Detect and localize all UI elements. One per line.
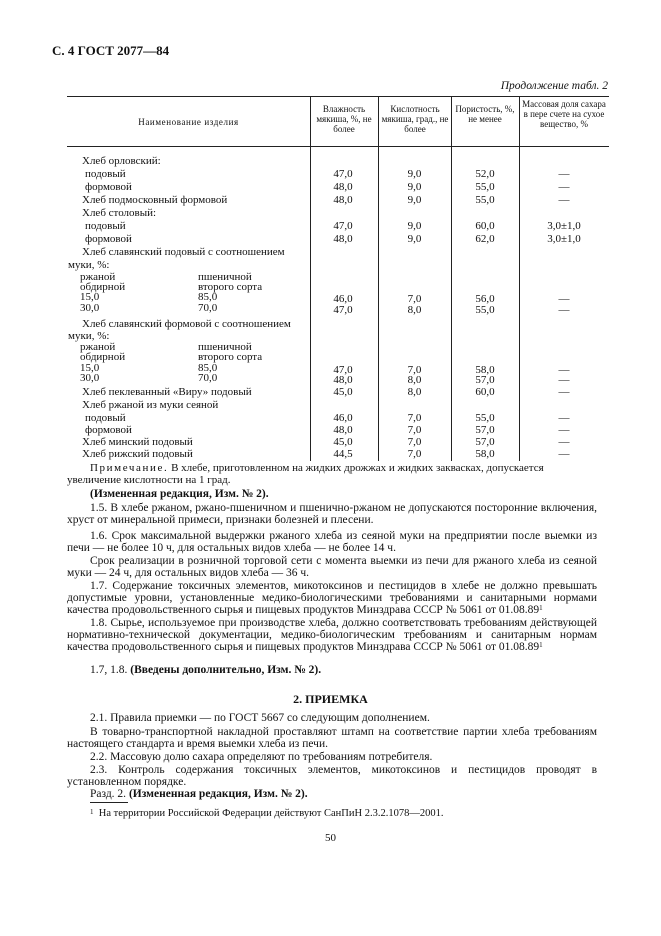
cell-value: 7,0 [407, 424, 422, 436]
cell-value: 3,0±1,0 [547, 220, 581, 232]
paragraph-1-7: 1.7. Содержание токсичных элементов, микотоксинов и пестицидов в хлебе не должно превышать допустимые уровни, установленные медико-биологическими требованиями и санитарными нормами качества продовольственного сырья и пищевых продуктов Минздрава СССР № 5061 от 01.08.89$^1$ [67, 580, 597, 617]
cell-value: — [558, 386, 570, 398]
cell-value: 62,0 [475, 233, 495, 245]
cell-value: — [558, 448, 570, 460]
cell-value: 9,0 [407, 168, 422, 180]
cell-value: 7,0 [407, 412, 422, 424]
table-row [67, 399, 609, 412]
row-name: подовый [85, 168, 126, 180]
cell-value: 7,0 [407, 448, 422, 460]
paragraph-2-1-waybill: В товарно-транспортной накладной проставляют штамп на соответствие партии хлеба требованиям настоящего стандарта и время выемки хлеба из печи. [67, 726, 597, 751]
row-name: Хлеб славянский формовой с соотношением [82, 318, 291, 330]
cell-value: 47,0 [333, 304, 353, 316]
amendment-note: (Измененная редакция, Изм. № 2). [90, 488, 269, 500]
cell-value: 8,0 [407, 374, 422, 386]
table-row [67, 168, 609, 181]
paragraph-2-2: 2.2. Массовую долю сахара определяют по требованиям потребителя. [90, 751, 433, 763]
cell-value: — [558, 304, 570, 316]
section-amendment: Разд. 2. (Измененная редакция, Изм. № 2). [90, 788, 308, 800]
table-row [67, 259, 609, 272]
flour-label-wheat: пшеничной [198, 271, 252, 283]
table-row [67, 448, 609, 461]
section-title: 2. ПРИЕМКА [293, 692, 368, 706]
cell-value: 45,0 [333, 436, 353, 448]
cell-value: 55,0 [475, 194, 495, 206]
flour-label-rye: ржаной [80, 271, 116, 283]
cell-value: 48,0 [333, 194, 353, 206]
cell-value: — [558, 412, 570, 424]
table-continuation-label: Продолжение табл. 2 [500, 80, 608, 92]
row-name: Хлеб минский подовый [82, 436, 193, 448]
table-note [67, 462, 597, 486]
flour-label-wheat: пшеничной [198, 341, 252, 353]
row-name: Хлеб подмосковный формовой [82, 194, 228, 206]
th-name: Наименование изделия [138, 117, 239, 127]
cell-value: 9,0 [407, 194, 422, 206]
row-name: формовой [85, 424, 132, 436]
table-header-rule [67, 146, 609, 147]
cell-value: 60,0 [475, 220, 495, 232]
cell-value: 52,0 [475, 168, 495, 180]
note-label: Примечание. [90, 462, 169, 474]
cell-value: 3,0±1,0 [547, 233, 581, 245]
row-name: подовый [85, 412, 126, 424]
flour-label-wheat-2: второго сорта [198, 281, 263, 293]
page-header: С. 4 ГОСТ 2077—84 [52, 43, 170, 58]
row-name: муки, %: [68, 259, 110, 271]
flour-label-rye-2: обдирной [80, 281, 126, 293]
th-acidity: Кислотность мякиша, град., не более [381, 104, 449, 134]
cell-value: 7,0 [407, 436, 422, 448]
table-row [67, 220, 609, 233]
cell-value: 56,0 [475, 293, 495, 305]
row-name: формовой [85, 233, 132, 245]
row-name: Хлеб рижский подовый [82, 448, 193, 460]
table-row [67, 386, 609, 399]
cell-value: 55,0 [475, 412, 495, 424]
cell-value: — [558, 436, 570, 448]
table-row [67, 181, 609, 194]
cell-value: 47,0 [333, 220, 353, 232]
cell-value: 47,0 [333, 364, 353, 376]
cell-value: 58,0 [475, 448, 495, 460]
cell-value: 9,0 [407, 181, 422, 193]
cell-value: 57,0 [475, 436, 495, 448]
flour-ratio-rye: 15,0 [80, 362, 100, 374]
flour-ratio-wheat: 85,0 [198, 362, 218, 374]
table-top-rule [67, 96, 609, 97]
cell-value: — [558, 181, 570, 193]
table-row [67, 233, 609, 246]
flour-label-wheat-2: второго сорта [198, 351, 263, 363]
cell-value: 45,0 [333, 386, 353, 398]
flour-ratio-rye: 15,0 [80, 291, 100, 303]
flour-ratio-wheat: 70,0 [198, 372, 218, 384]
cell-value: 55,0 [475, 304, 495, 316]
cell-value: 44,5 [333, 448, 353, 460]
flour-ratio-wheat: 70,0 [198, 302, 218, 314]
paragraph-1-5: 1.5. В хлебе ржаном, ржано-пшеничном и пшенично-ржаном не допускаются посторонние включения, хруст от минеральной примеси, признаки болезней и плесени. [67, 502, 597, 527]
cell-value: 47,0 [333, 168, 353, 180]
flour-label-rye-2: обдирной [80, 351, 126, 363]
cell-value: 48,0 [333, 233, 353, 245]
paragraph-sale-term: Срок реализации в розничной торговой сети с момента выемки из печи для ржаного хлеба из сеяной муки — 24 ч, для остальных видов хлеба — 36 ч. [67, 555, 597, 580]
cell-value: — [558, 194, 570, 206]
row-name: Хлеб ржаной из муки сеяной [82, 399, 219, 411]
paragraph-2-3: 2.3. Контроль содержания токсичных элементов, микотоксинов и пестицидов проводят в установленном порядке. [67, 764, 597, 789]
cell-value: 8,0 [407, 304, 422, 316]
cell-value: — [558, 374, 570, 386]
paragraph-2-1: 2.1. Правила приемки — по ГОСТ 5667 со следующим дополнением. [90, 712, 430, 724]
table-row [67, 330, 609, 343]
page-number: 50 [325, 832, 336, 844]
row-name: Хлеб пеклеванный «Виру» подовый [82, 386, 252, 398]
row-name: Хлеб столовый: [82, 207, 157, 219]
cell-value: 57,0 [475, 374, 495, 386]
paragraph-1-6: 1.6. Срок максимальной выдержки ржаного хлеба из сеяной муки на предприятии после выемки из печи — не более 10 ч, для остальных видов хлеба — не более 14 ч. [67, 530, 597, 555]
cell-value: 57,0 [475, 424, 495, 436]
table-row [67, 304, 609, 317]
table-row [67, 155, 609, 168]
cell-value: 55,0 [475, 181, 495, 193]
flour-label-rye: ржаной [80, 341, 116, 353]
flour-ratio-wheat: 85,0 [198, 291, 218, 303]
cell-value: 48,0 [333, 181, 353, 193]
cell-value: 7,0 [407, 293, 422, 305]
cell-value: 46,0 [333, 293, 353, 305]
cell-value: 58,0 [475, 364, 495, 376]
footnote: $^1$ На территории Российской Федерации действуют СанПиН 2.3.2.1078—2001. [90, 808, 444, 819]
row-name: муки, %: [68, 330, 110, 342]
cell-value: — [558, 424, 570, 436]
paragraph-1-8: 1.8. Сырье, используемое при производстве хлеба, должно соответствовать требованиям действующей нормативно-технической документации, медико-биологическим требованиям и санитарным нормам качества продовольственного сырья и пищевых продуктов Минздрава СССР № 5061 от 01.08.89$^1$ [67, 617, 597, 654]
row-name: Хлеб орловский: [82, 155, 161, 167]
note-text: В хлебе, приготовленном на жидких дрожжах и жидких заквасках, допускается увеличение кислотности на 1 град. [67, 462, 544, 486]
footnote-rule [90, 802, 128, 803]
flour-ratio-rye: 30,0 [80, 302, 100, 314]
th-sugar: Массовая доля сахара в пере счете на сухое вещество, % [522, 99, 606, 129]
cell-value: 48,0 [333, 374, 353, 386]
th-moisture: Влажность мякиша, %, не более [316, 104, 372, 134]
table-row [67, 207, 609, 220]
cell-value: 60,0 [475, 386, 495, 398]
cell-value: 46,0 [333, 412, 353, 424]
cell-value: 48,0 [333, 424, 353, 436]
table-row [67, 194, 609, 207]
flour-ratio-rye: 30,0 [80, 372, 100, 384]
cell-value: 7,0 [407, 364, 422, 376]
th-porosity: Пористость, %, не менее [455, 104, 515, 124]
cell-value: 9,0 [407, 233, 422, 245]
row-name: формовой [85, 181, 132, 193]
row-name: подовый [85, 220, 126, 232]
cell-value: — [558, 293, 570, 305]
cell-value: 9,0 [407, 220, 422, 232]
cell-value: 8,0 [407, 386, 422, 398]
table-row [67, 246, 609, 259]
amendment-added: 1.7, 1.8. (Введены дополнительно, Изм. № 2). [90, 664, 322, 676]
cell-value: — [558, 168, 570, 180]
cell-value: — [558, 364, 570, 376]
row-name: Хлеб славянский подовый с соотношением [82, 246, 285, 258]
